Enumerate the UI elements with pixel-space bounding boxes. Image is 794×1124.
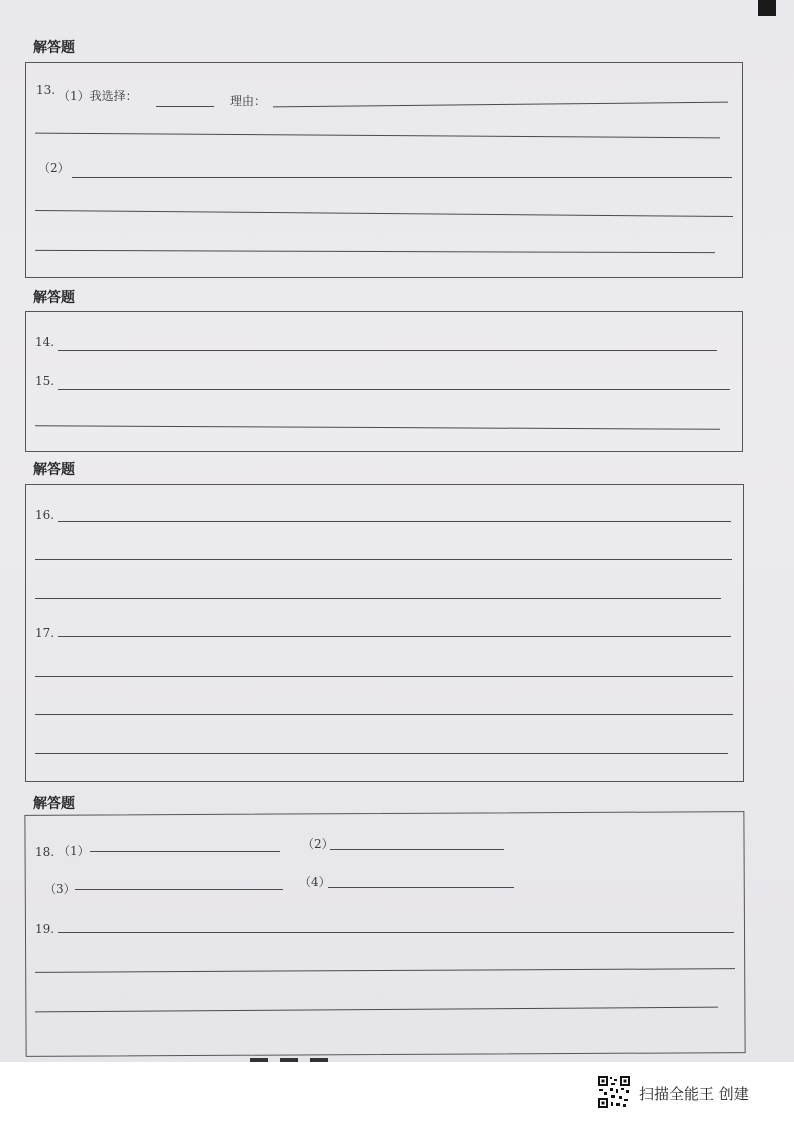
answer-box-14-15	[25, 311, 743, 452]
q18-part2-label: （2）	[302, 837, 334, 851]
q18-part3-blank[interactable]	[75, 889, 283, 890]
answer-line[interactable]	[35, 598, 721, 599]
answer-line[interactable]	[35, 714, 733, 715]
q18-part2-blank[interactable]	[330, 849, 504, 850]
scanner-watermark: 扫描全能王 创建	[639, 1085, 749, 1103]
corner-registration-mark	[758, 0, 776, 16]
q13-part2-label: （2）	[38, 161, 70, 175]
question-number-19: 19.	[35, 922, 55, 936]
q18-part4-label: （4）	[299, 875, 331, 889]
question-number-13: 13.	[36, 83, 56, 97]
q18-part3-label: （3）	[44, 882, 76, 896]
q13-choice-blank[interactable]	[156, 106, 214, 107]
answer-box-16-17	[25, 484, 744, 782]
q14-answer-line[interactable]	[58, 350, 717, 351]
q19-answer-line[interactable]	[58, 932, 734, 933]
q13-part2-line[interactable]	[72, 177, 732, 178]
answer-line[interactable]	[35, 559, 732, 560]
section-title: 解答题	[33, 796, 75, 812]
question-number-17: 17.	[35, 626, 55, 640]
page-mark	[310, 1058, 328, 1062]
question-number-16: 16.	[35, 508, 55, 522]
page-mark	[250, 1058, 268, 1062]
q13-reason-label: 理由：	[230, 94, 267, 108]
question-number-14: 14.	[35, 335, 55, 349]
section-title: 解答题	[33, 40, 75, 56]
question-number-15: 15.	[35, 374, 55, 388]
qr-code-icon	[597, 1075, 631, 1109]
q15-answer-line[interactable]	[58, 389, 730, 390]
q13-part1-label: （1）我选择：	[58, 89, 138, 103]
answer-box-18-19	[24, 811, 745, 1057]
q17-answer-line[interactable]	[58, 636, 731, 637]
q18-part1-blank[interactable]	[90, 851, 280, 852]
answer-line[interactable]	[35, 676, 733, 677]
q18-part1-label: （1）	[58, 844, 90, 858]
answer-line[interactable]	[35, 753, 728, 754]
page-mark	[280, 1058, 298, 1062]
q18-part4-blank[interactable]	[328, 887, 514, 888]
q16-answer-line[interactable]	[58, 521, 731, 522]
question-number-18: 18.	[35, 845, 55, 859]
section-title: 解答题	[33, 462, 75, 478]
section-title: 解答题	[33, 290, 75, 306]
